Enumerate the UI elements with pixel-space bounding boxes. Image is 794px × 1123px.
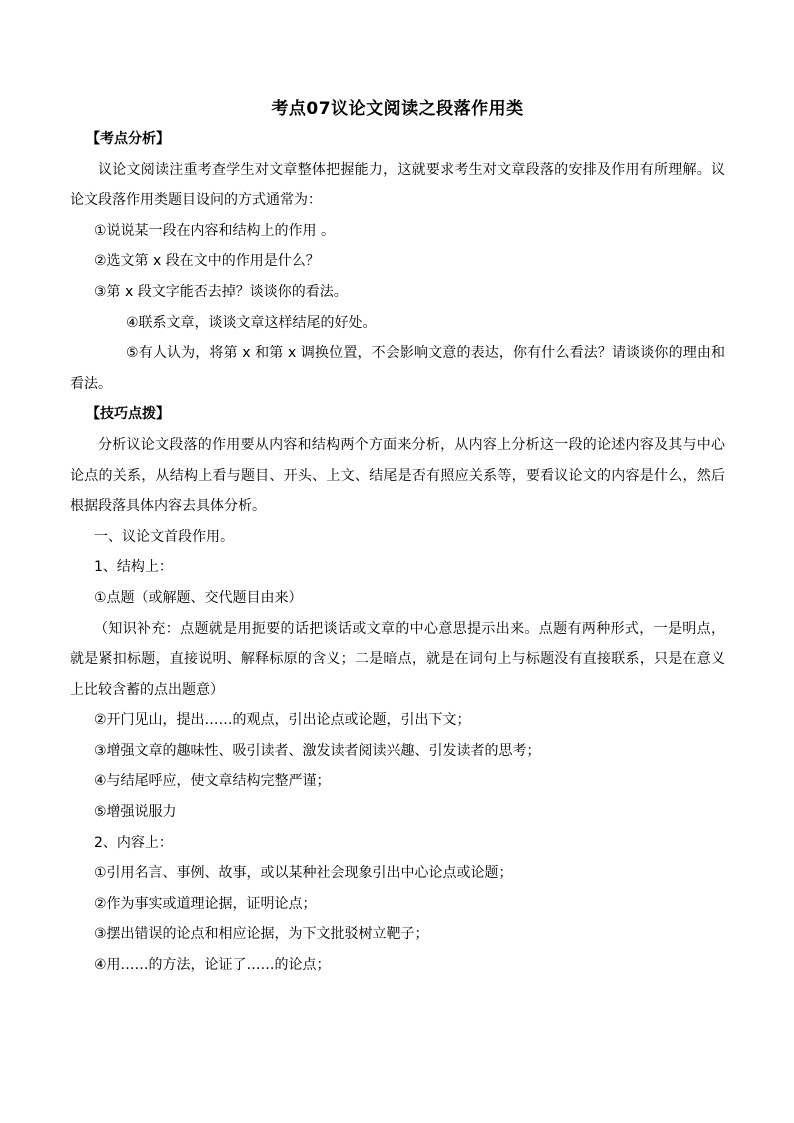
question-type-5-line-2: 看法。 [70, 375, 112, 392]
structure-item-4: ④与结尾呼应，使文章结构完整严谨； [94, 773, 331, 790]
tips-line-3: 根据段落具体内容去具体分析。 [70, 498, 266, 515]
structure-item-2: ②开门见山，提出……的观点，引出论点或论题，引出下文； [94, 712, 471, 729]
structure-item-5: ⑤增强说服力 [94, 804, 177, 821]
question-type-1: ①说说某一段在内容和结构上的作用 。 [94, 222, 335, 239]
tips-line-2: 论点的关系，从结构上看与题目、开头、上文、结尾是否有照应关系等，要看议论文的内容是什么，然后 [70, 467, 725, 484]
intro-line-2: 论文段落作用类题目设问的方式通常为： [70, 192, 322, 209]
question-type-2: ②选文第 x 段在文中的作用是什么？ [94, 253, 320, 270]
structure-item-1: ①点题（或解题、交代题目由来） [94, 589, 303, 606]
question-type-3: ③第 x 段文字能否去掉？谈谈你的看法。 [94, 283, 348, 300]
question-type-5-line-1: ⑤有人认为，将第 x 和第 x 调换位置，不会影响文意的表达，你有什么看法？请谈谈你的理由和 [126, 345, 725, 362]
knowledge-note-line-1: （知识补充：点题就是用扼要的话把谈话或文章的中心意思提示出来。点题有两种形式，一是明点， [94, 620, 725, 637]
document-body [70, 96, 725, 981]
page-title: 考点07议论文阅读之段落作用类 [271, 99, 524, 119]
question-type-4: ④联系文章，谈谈文章这样结尾的好处。 [126, 314, 377, 331]
content-item-2: ②作为事实或道理论据，证明论点； [94, 895, 317, 912]
intro-line-1: 议论文阅读注重考查学生对文章整体把握能力，这就要求考生对文章段落的安排及作用有所理解。议 [98, 161, 725, 178]
content-item-3: ③摆出错误的论点和相应论据，为下文批驳树立靶子； [94, 926, 429, 943]
section-heading-analysis: 【考点分析】 [86, 131, 170, 147]
content-heading: 2、内容上： [94, 834, 173, 851]
knowledge-note-line-3: 上比较含蓄的点出题意） [70, 681, 224, 698]
structure-heading: 1、结构上： [94, 559, 173, 576]
part-heading-first-paragraph: 一、议论文首段作用。 [94, 528, 234, 545]
content-item-1: ①引用名言、事例、故事，或以某种社会现象引出中心论点或论题； [94, 865, 513, 882]
content-item-4: ④用……的方法，论证了……的论点； [94, 957, 331, 974]
knowledge-note-line-2: 就是紧扣标题，直接说明、解释标原的含义；二是暗点，就是在词句上与标题没有直接联系，只是在意义 [70, 651, 725, 668]
section-heading-tips: 【技巧点拨】 [86, 406, 170, 423]
tips-line-1: 分析议论文段落的作用要从内容和结构两个方面来分析，从内容上分析这一段的论述内容及其与中心 [98, 436, 725, 453]
structure-item-3: ③增强文章的趣味性、吸引读者、激发读者阅读兴趣、引发读者的思考； [94, 742, 541, 759]
